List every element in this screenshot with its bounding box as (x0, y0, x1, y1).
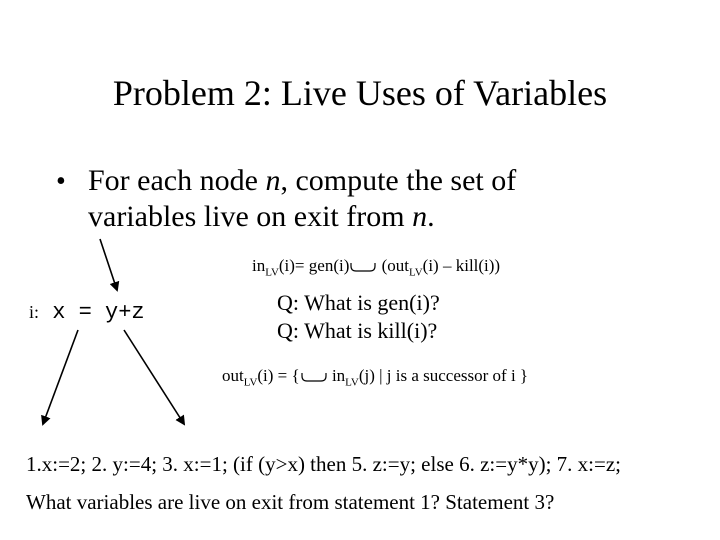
eq-out-mid: in (327, 366, 346, 385)
question-text: What variables are live on exit from statement 1? Statement 3? (26, 490, 555, 514)
outgoing-arrow-left (43, 330, 78, 424)
question-gen: Q: What is gen(i)? (277, 290, 440, 315)
outgoing-arrow-right (124, 330, 184, 424)
bullet-line-1-var: n (265, 164, 281, 197)
incoming-arrow (100, 239, 117, 290)
question-kill: Q: What is kill(i)? (277, 318, 438, 343)
eq-in-lhs-sub: LV (265, 266, 279, 279)
eq-in-rhs-sub: LV (409, 266, 423, 279)
node-label: i: (29, 302, 40, 322)
bullet-line-2-pre: variables live on exit from (88, 200, 413, 233)
eq-out-lhs: out (222, 366, 244, 385)
eq-out-mid-sub: LV (345, 376, 359, 389)
bullet-line-1-post: , compute the set of (280, 164, 517, 197)
eq-out-lhs-sub: LV (243, 376, 258, 389)
bullet-marker: • (56, 166, 66, 197)
eq-in-lhs: in (252, 256, 266, 275)
program-text: 1.x:=2; 2. y:=4; 3. x:=1; (if (y>x) then 5. z:=y; else 6. z:=y*y); 7. x:=z; (26, 452, 621, 476)
eq-out-lhs-rest: (i) = { (257, 366, 300, 385)
eq-out-rest: (j) | j is a successor of i } (358, 366, 529, 385)
slide-title: Problem 2: Live Uses of Variables (112, 73, 608, 113)
eq-in-rhs: (out (377, 256, 410, 275)
eq-in-lhs-arg: (i)= gen(i) (278, 256, 350, 275)
bullet-line-2-post: . (427, 200, 435, 233)
bullet-line-2-var: n (412, 200, 428, 233)
node-statement: x = y+z (39, 300, 145, 325)
eq-in-rhs-arg: (i) – kill(i)) (422, 256, 501, 275)
bullet-line-1-pre: For each node (88, 164, 266, 197)
